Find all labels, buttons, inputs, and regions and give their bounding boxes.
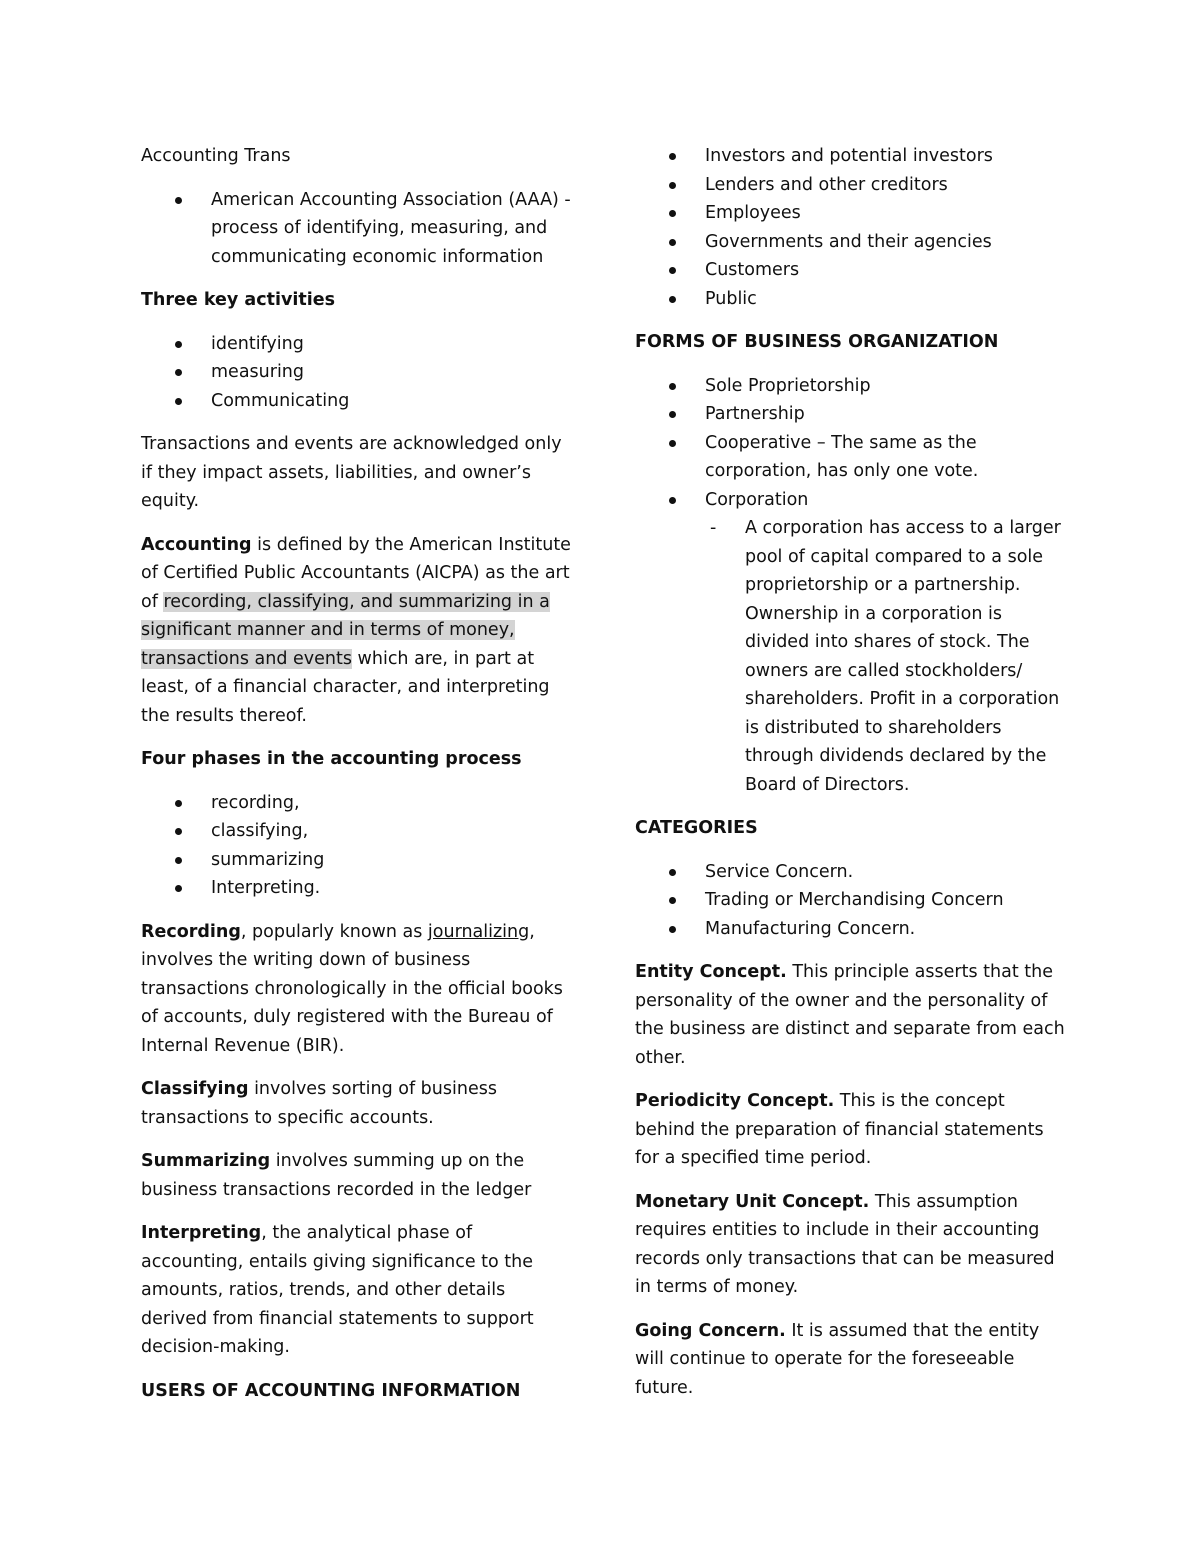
phases-list	[141, 789, 571, 903]
term-periodicity-concept: Periodicity Concept.	[635, 1091, 835, 1111]
list-item: Investors and potential investors	[635, 142, 1065, 171]
forms-heading: FORMS OF BUSINESS ORGANIZATION	[635, 332, 999, 352]
list-item: Interpreting.	[141, 874, 571, 903]
key-activities-heading: Three key activities	[141, 290, 335, 310]
left-column	[141, 142, 571, 1420]
recording-paragraph: Recording, popularly known as journalizing, involves the writing down of business transactions chronologically in the official books of accounts, duly registered with the Bureau of Internal Revenue (BIR).	[141, 921, 563, 1056]
summarizing-paragraph: Summarizing involves summing up on the business transactions recorded in the ledger	[141, 1151, 532, 1200]
users-list	[635, 142, 1065, 313]
accounting-definition: Accounting is defined by the American Institute of Certified Public Accountants (AICPA) as the art of recording, classifying, and summarizing in a significant manner and in terms of money, transactions and events which are, in part at least, of a financial character, and interpreting the results thereof.	[141, 534, 571, 726]
list-item: measuring	[141, 358, 571, 387]
list-item: Manufacturing Concern.	[635, 915, 1065, 944]
list-item: Cooperative – The same as the corporation, has only one vote.	[635, 429, 1065, 486]
categories-list	[635, 858, 1065, 944]
list-item	[635, 486, 1065, 800]
document-title: Accounting Trans	[141, 146, 291, 166]
list-item: summarizing	[141, 846, 571, 875]
going-concern: Going Concern. It is assumed that the entity will continue to operate for the foreseeable future.	[635, 1320, 1040, 1398]
categories-heading: CATEGORIES	[635, 818, 758, 838]
list-item: classifying,	[141, 817, 571, 846]
corporation-label: Corporation	[705, 489, 809, 510]
users-heading: USERS OF ACCOUNTING INFORMATION	[141, 1380, 521, 1401]
monetary-unit-concept: Monetary Unit Concept. This assumption requires entities to include in their accounting records only transactions that can be measured in terms of money.	[635, 1191, 1055, 1297]
list-item: Customers	[635, 256, 1065, 285]
periodicity-concept: Periodicity Concept. This is the concept behind the preparation of financial statements for a specified time period.	[635, 1091, 1044, 1168]
highlighted-text: recording, classifying, and summarizing in a significant manner and in terms of money, transactions and events	[141, 591, 550, 669]
list-item: identifying	[141, 330, 571, 359]
interpreting-paragraph: Interpreting, the analytical phase of accounting, entails giving significance to the amounts, ratios, trends, and other details derived from financial statements to support decision-making.	[141, 1223, 534, 1357]
key-activities-list	[141, 330, 571, 416]
list-item: Trading or Merchandising Concern	[635, 886, 1065, 915]
phases-heading: Four phases in the accounting process	[141, 749, 522, 769]
list-item: American Accounting Association (AAA) -process of identifying, measuring, and communicating economic information	[141, 186, 571, 272]
term-entity-concept: Entity Concept.	[635, 962, 787, 982]
list-item: Communicating	[141, 387, 571, 416]
aaa-definition-list	[141, 186, 571, 272]
underlined-term: journalizing	[427, 921, 530, 942]
list-item: Public	[635, 285, 1065, 314]
term-summarizing: Summarizing	[141, 1151, 271, 1171]
term-recording: Recording	[141, 921, 241, 942]
forms-list	[635, 372, 1065, 800]
list-item: Service Concern.	[635, 858, 1065, 887]
corporation-note: - A corporation has access to a larger pool of capital compared to a sole proprietorship or a partnership. Ownership in a corporation is divided into shares of stock. The owners are called stockholders/ shareholders. Profit in a corporation is distributed to shareholders through dividends declared by the Board of Directors.	[705, 514, 1065, 799]
list-item: Lenders and other creditors	[635, 171, 1065, 200]
entity-concept: Entity Concept. This principle asserts that the personality of the owner and the personality of the business are distinct and separate from each other.	[635, 962, 1065, 1068]
term-classifying: Classifying	[141, 1079, 249, 1099]
term-monetary-unit-concept: Monetary Unit Concept.	[635, 1191, 870, 1212]
classifying-paragraph: Classifying involves sorting of business transactions to specific accounts.	[141, 1079, 497, 1128]
list-item: recording,	[141, 789, 571, 818]
term-interpreting: Interpreting	[141, 1223, 262, 1243]
term-accounting: Accounting	[141, 534, 252, 555]
list-item: Sole Proprietorship	[635, 372, 1065, 401]
corporation-sublist	[705, 514, 1065, 799]
term-going-concern: Going Concern.	[635, 1320, 786, 1341]
right-column	[635, 142, 1065, 1417]
list-item: Employees	[635, 199, 1065, 228]
list-item: Governments and their agencies	[635, 228, 1065, 257]
transactions-paragraph: Transactions and events are acknowledged only if they impact assets, liabilities, and owner’s equity.	[141, 434, 562, 511]
list-item: Partnership	[635, 400, 1065, 429]
